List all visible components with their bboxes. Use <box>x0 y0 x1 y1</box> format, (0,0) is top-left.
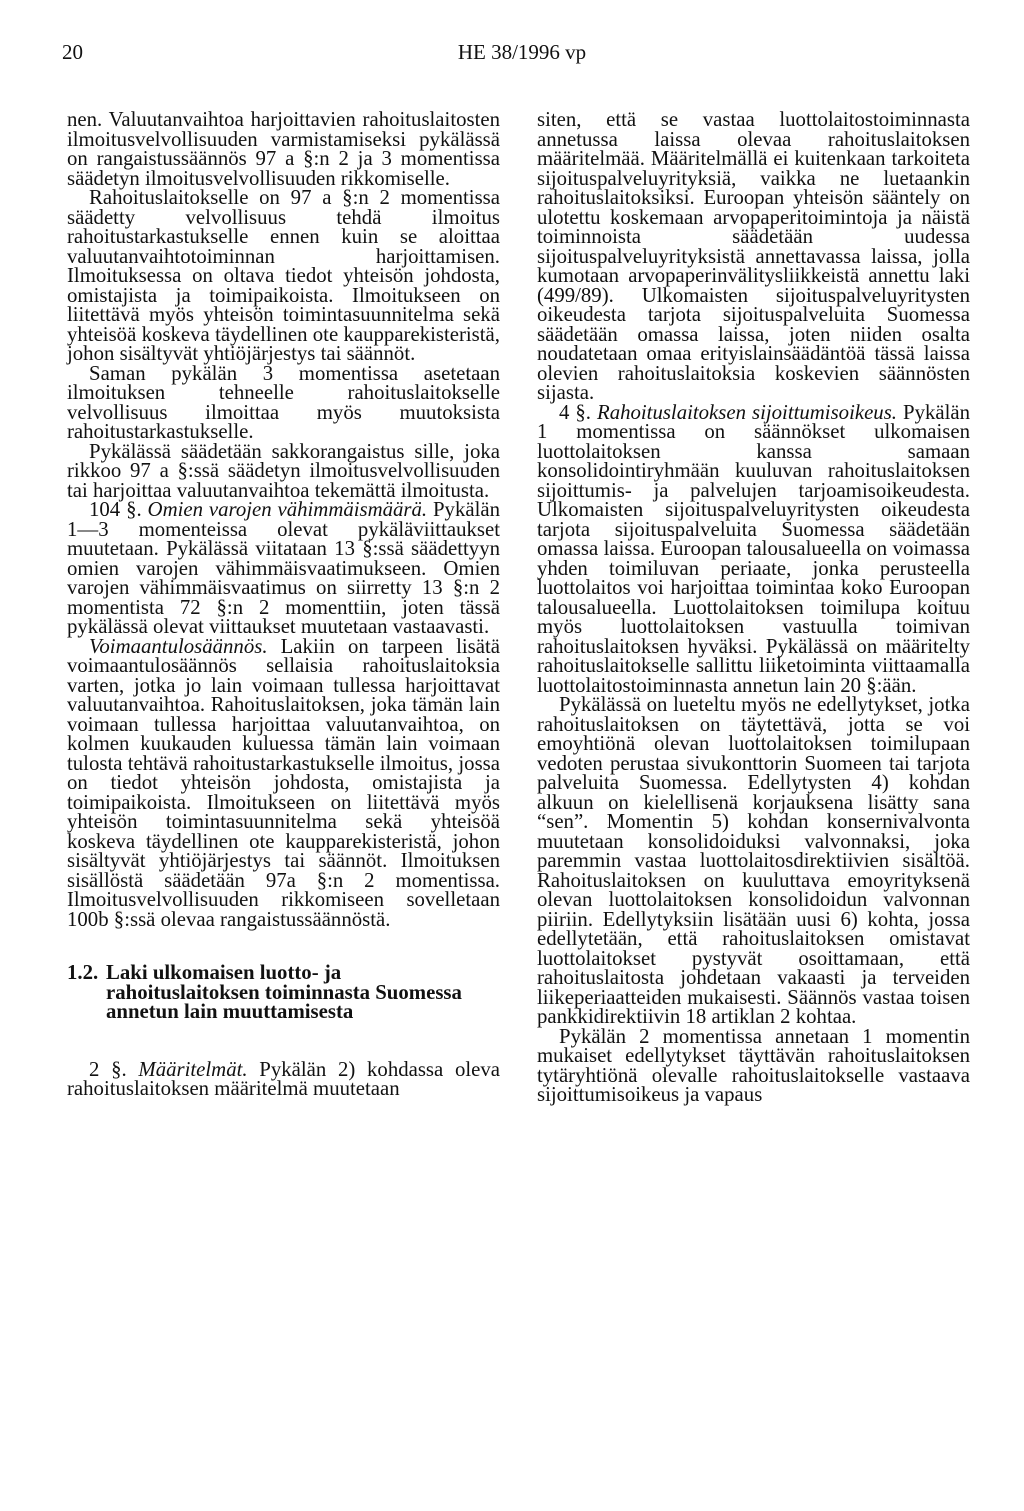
paragraph-entry-into-force <box>67 634 500 931</box>
paragraph: nen. Valuutanvaihtoa harjoittavien rahoituslaitosten ilmoitusvelvollisuuden varmistamiseksi pykälässä on rangaistussäännös 97 a §:n 2 ja 3 momentissa säädetyn ilmoitusvelvollisuuden rikkomiselle. <box>67 108 500 190</box>
paragraph: Pykälässä säädetään sakkorangaistus sille, joka rikkoo 97 a §:ssä säädetyn ilmoitusvelvollisuuden tai harjoittaa valuutanvaihtoa tekemättä ilmoitusta. <box>67 439 500 502</box>
section-heading-number: 1.2. <box>67 961 99 984</box>
section-heading-title: Laki ulkomaisen luotto- ja rahoituslaitoksen toiminnasta Suomessa annetun lain muuttamisesta <box>106 961 462 1023</box>
paragraph: Pykälässä on lueteltu myös ne edellytykset, jotka rahoituslaitoksen on täytettävä, jotta se voi emoyhtiönä olevan luottolaitoksen toimilupaan vedoten perustaa sivukonttorin Suomeen tai tarjota palveluita Suomessa. Edellytysten 4) kohdan alkuun on kielellisenä korjauksena lisätty sana “sen”. Momentin 5) kohdan konsernivalvonta muutetaan konsolidoiduksi valvonnaksi, joka paremmin vastaa luottolaitosdirektiivien sisältöä. Rahoituslaitoksen on kuuluttava emoyrityksenä olevan luottolaitoksen konsolidoidun valvonnan piiriin. Edellytyksiin lisätään uusi 6) kohta, jossa edellytetään, että rahoituslaitoksen omistavat luottolaitokset pystyvät osoittamaan, että rahoituslaitosta johdetaan vakaasti ja terveiden liikeperiaatteiden mukaisesti. Säännös vastaa toisen pankkidirektiivin 18 artiklan 2 kohtaa. <box>537 693 970 1028</box>
paragraph: Pykälän 2 momentissa annetaan 1 momentin mukaiset edellytykset täyttävän rahoituslaitoksen tytäryhtiönä olevalle rahoituslaitokselle vastaava sijoittumisoikeus ja vapaus <box>537 1024 970 1106</box>
paragraph: Rahoituslaitokselle on 97 a §:n 2 momentissa säädetty velvollisuus tehdä ilmoitus rahoitustarkastukselle ennen kuin se aloittaa valuutanvaihtotoiminnan harjoittamisen. Ilmoituksessa on oltava tiedot yhteisön johdosta, omistajista ja toimipaikoista. Ilmoitukseen on liitettävä myös yhteisön toimintasuunnitelma sekä yhteisöä koskeva täydellinen ote kaupparekisteristä, johon sisältyvät yhtiöjärjestys tai säännöt. <box>67 186 500 365</box>
section-title: Rahoituslaitoksen sijoittumisoikeus. <box>596 400 898 424</box>
document-id: HE 38/1996 vp <box>457 40 587 64</box>
page-header <box>62 40 962 70</box>
section-ref: 2 §. <box>89 1057 139 1081</box>
right-column <box>537 110 970 1105</box>
paragraph: siten, että se vastaa luottolaitostoiminnasta annetussa laissa olevaa rahoituslaitoksen määritelmää. Määritelmällä ei kuitenkaan tarkoiteta sijoituspalveluyrityksiä, vaikka ne luetaankin rahoituslaitoksiksi. Euroopan yhteisön sääntely on ulotettu koskemaan arvopaperitoimintoja ja näistä toiminnoista säädetään uudessa sijoituspalveluyrityksistä annettavassa laissa, jolla kumotaan arvopaperinvälitysliikkeistä annettu laki (499/89). Ulkomaisten sijoituspalveluyritysten oikeudesta tarjota sijoituspalveluita Suomessa säädetään omassa laissa, joten niiden osalta noudatetaan omaa erityislainsäädäntöä tässä laissa olevien rahoituslaitoksia koskevien säännösten sijasta. <box>537 108 970 404</box>
section-heading <box>67 963 500 1022</box>
section-title: Määritelmät. <box>138 1057 248 1081</box>
left-column <box>67 110 500 1099</box>
section-ref: 4 §. <box>559 400 597 424</box>
section-text: Lakiin on tarpeen lisätä voimaantulosäännös sellaisia rahoituslaitoksia varten, jotka jo lain voimaan tullessa harjoittavat valuutanvaihtoa. Rahoituslaitoksen, joka tämän lain voimaan tullessa harjoittaa valuutanvaihtoa, on kolmen kuukauden kuluessa tämän lain voimaan tulosta tehtävä rahoitustarkastukselle ilmoitus, jossa on tiedot yhteisön johdosta, omistajista ja toimipaikoista. Ilmoitukseen on liitettävä myös yhteisön toimintasuunnitelma sekä yhteisöä koskeva täydellinen ote kaupparekisteristä, johon sisältyvät yhtiöjärjestys tai säännöt. Ilmoituksen sisällöstä säädetään 97a §:n 2 momentissa. Ilmoitusvelvollisuuden rikkomiseen sovelletaan 100b §:ssä olevaa rangaistussäännöstä. <box>67 634 500 931</box>
section-text: Pykälän 1—3 momenteissa olevat pykäläviittaukset muutetaan. Pykälässä viitataan 13 §:ssä säädettyyn omien varojen vähimmäisvaatimukseen. Omien varojen vähimmäisvaatimus on siirretty 13 §:n 2 momentista 72 §:n 2 momenttiin, joten tässä pykälässä olevat viittaukset muutetaan vastaavasti. <box>67 498 500 638</box>
section-ref: 104 §. <box>89 498 148 521</box>
section-title: Omien varojen vähimmäismäärä. <box>147 498 428 521</box>
paragraph-section-4 <box>537 400 971 697</box>
section-text: Pykälän 2) kohdassa oleva rahoituslaitoksen määritelmä muutetaan <box>67 1057 500 1100</box>
paragraph-section-2 <box>67 1057 500 1100</box>
section-title: Voimaantulosäännös. <box>89 634 268 658</box>
section-text: Pykälän 1 momentissa on säännökset ulkomaisen luottolaitoksen kanssa samaan konsolidointiryhmään kuuluvan rahoituslaitoksen sijoittumis- ja palvelujen tarjoamisoikeudesta. Ulkomaisten sijoituspalveluyritysten oikeudesta tarjota sijoituspalveluita Suomessa säädetään omassa laissa. Euroopan talousalueella on voimassa yhden toimiluvan periaate, jonka perusteella luottolaitos voi harjoittaa toimintaa koko Euroopan talousalueella. Luottolaitoksen toimilupa koituu myös luottolaitoksen vastuulla toimivan rahoituslaitoksen hyväksi. Pykälässä on määritelty rahoituslaitokselle sallittu liiketoiminta viittaamalla luottolaitostoiminnasta annetun lain 20 §:ään. <box>537 400 971 697</box>
paragraph: Saman pykälän 3 momentissa asetetaan ilmoituksen tehneelle rahoituslaitokselle velvollisuus ilmoittaa myös muutoksista rahoitustarkastukselle. <box>67 361 500 443</box>
page-number: 20 <box>62 40 83 64</box>
paragraph-section-104 <box>67 500 500 637</box>
